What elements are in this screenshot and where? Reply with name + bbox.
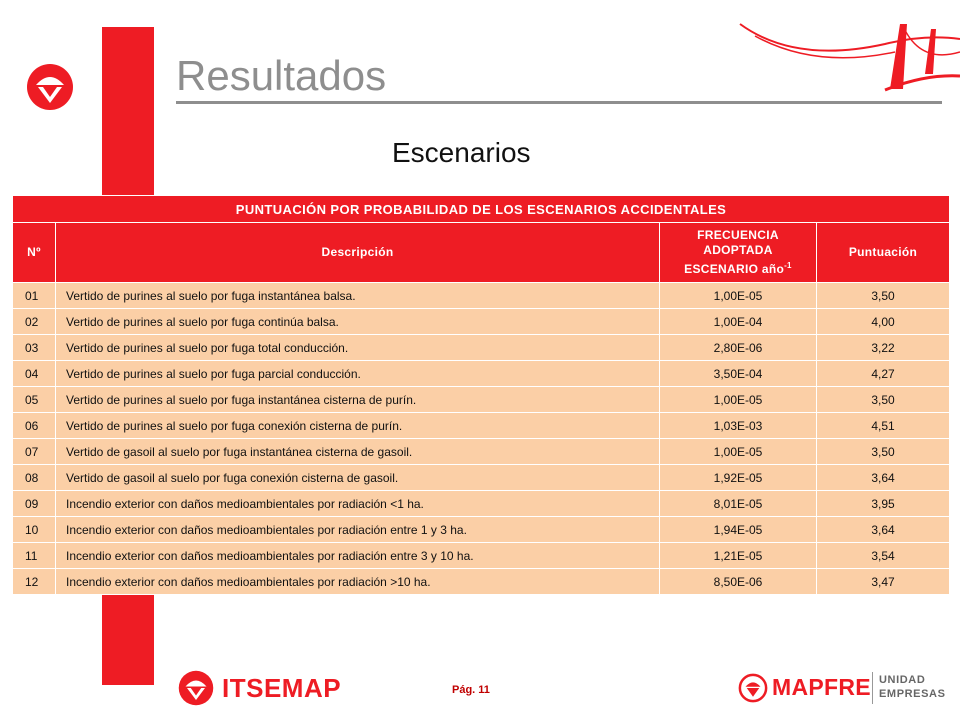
cell-score: 3,50 <box>817 439 950 465</box>
header-frequency-exponent: -1 <box>784 261 792 270</box>
table-row <box>13 413 950 439</box>
section-subtitle: Escenarios <box>392 137 531 168</box>
unidad-line: UNIDAD <box>879 674 926 686</box>
cell-frequency: 1,00E-05 <box>660 283 817 309</box>
table-row <box>13 543 950 569</box>
cell-score: 3,54 <box>817 543 950 569</box>
cell-frequency: 8,50E-06 <box>660 569 817 595</box>
bridge-decoration-icon <box>735 14 960 94</box>
cell-score: 3,64 <box>817 517 950 543</box>
cell-description: Vertido de purines al suelo por fuga parcial conducción. <box>56 361 660 387</box>
header-frequency-label: FRECUENCIA ADOPTADA ESCENARIO año <box>684 228 785 276</box>
mapfre-wordmark: MAPFRE <box>772 674 871 700</box>
cell-num: 04 <box>13 361 56 387</box>
table-row <box>13 361 950 387</box>
cell-frequency: 1,00E-05 <box>660 439 817 465</box>
cell-frequency: 1,21E-05 <box>660 543 817 569</box>
mapfre-emblem-icon <box>26 63 74 111</box>
unidad-empresas-label <box>879 673 946 701</box>
cell-description: Vertido de purines al suelo por fuga instantánea balsa. <box>56 283 660 309</box>
header-num: Nº <box>13 223 56 283</box>
header-score: Puntuación <box>817 223 950 283</box>
mapfre-footer-emblem-icon <box>738 673 768 703</box>
cell-num: 08 <box>13 465 56 491</box>
cell-score: 3,22 <box>817 335 950 361</box>
cell-description: Vertido de purines al suelo por fuga conexión cisterna de purín. <box>56 413 660 439</box>
table-row <box>13 439 950 465</box>
table-caption-row <box>13 196 950 223</box>
cell-num: 12 <box>13 569 56 595</box>
cell-description: Vertido de purines al suelo por fuga instantánea cisterna de purín. <box>56 387 660 413</box>
table-row <box>13 569 950 595</box>
cell-description: Vertido de gasoil al suelo por fuga conexión cisterna de gasoil. <box>56 465 660 491</box>
table-header-row <box>13 223 950 283</box>
cell-description: Incendio exterior con daños medioambientales por radiación >10 ha. <box>56 569 660 595</box>
cell-description: Incendio exterior con daños medioambientales por radiación <1 ha. <box>56 491 660 517</box>
cell-num: 07 <box>13 439 56 465</box>
cell-num: 03 <box>13 335 56 361</box>
itsemap-emblem-icon <box>178 670 214 706</box>
cell-score: 3,47 <box>817 569 950 595</box>
table-row <box>13 517 950 543</box>
cell-score: 4,00 <box>817 309 950 335</box>
cell-frequency: 1,00E-04 <box>660 309 817 335</box>
cell-score: 3,50 <box>817 387 950 413</box>
cell-frequency: 1,94E-05 <box>660 517 817 543</box>
cell-description: Incendio exterior con daños medioambientales por radiación entre 3 y 10 ha. <box>56 543 660 569</box>
cell-num: 11 <box>13 543 56 569</box>
cell-score: 3,64 <box>817 465 950 491</box>
cell-frequency: 8,01E-05 <box>660 491 817 517</box>
table-row <box>13 309 950 335</box>
cell-frequency: 2,80E-06 <box>660 335 817 361</box>
table-row <box>13 387 950 413</box>
table-row <box>13 491 950 517</box>
table-caption: PUNTUACIÓN POR PROBABILIDAD DE LOS ESCENARIOS ACCIDENTALES <box>13 196 950 223</box>
table-row <box>13 465 950 491</box>
header-description: Descripción <box>56 223 660 283</box>
page-title: Resultados <box>176 52 387 99</box>
cell-score: 4,27 <box>817 361 950 387</box>
cell-score: 3,50 <box>817 283 950 309</box>
cell-frequency: 3,50E-04 <box>660 361 817 387</box>
cell-description: Vertido de gasoil al suelo por fuga instantánea cisterna de gasoil. <box>56 439 660 465</box>
title-divider <box>176 101 942 104</box>
cell-num: 09 <box>13 491 56 517</box>
itsemap-wordmark: ITSEMAP <box>222 673 342 703</box>
cell-description: Incendio exterior con daños medioambientales por radiación entre 1 y 3 ha. <box>56 517 660 543</box>
cell-description: Vertido de purines al suelo por fuga continúa balsa. <box>56 309 660 335</box>
cell-frequency: 1,03E-03 <box>660 413 817 439</box>
itsemap-logo <box>176 668 342 708</box>
cell-score: 3,95 <box>817 491 950 517</box>
page-number: Pág. 11 <box>452 684 490 696</box>
table-row <box>13 335 950 361</box>
header-frequency <box>660 223 817 283</box>
mapfre-separator <box>872 672 873 704</box>
table-row <box>13 283 950 309</box>
scenarios-table <box>12 195 950 595</box>
cell-num: 02 <box>13 309 56 335</box>
cell-description: Vertido de purines al suelo por fuga total conducción. <box>56 335 660 361</box>
cell-num: 01 <box>13 283 56 309</box>
cell-score: 4,51 <box>817 413 950 439</box>
cell-num: 06 <box>13 413 56 439</box>
cell-num: 05 <box>13 387 56 413</box>
cell-frequency: 1,00E-05 <box>660 387 817 413</box>
empresas-line: EMPRESAS <box>879 688 946 700</box>
cell-frequency: 1,92E-05 <box>660 465 817 491</box>
cell-num: 10 <box>13 517 56 543</box>
mapfre-logo <box>738 668 953 708</box>
